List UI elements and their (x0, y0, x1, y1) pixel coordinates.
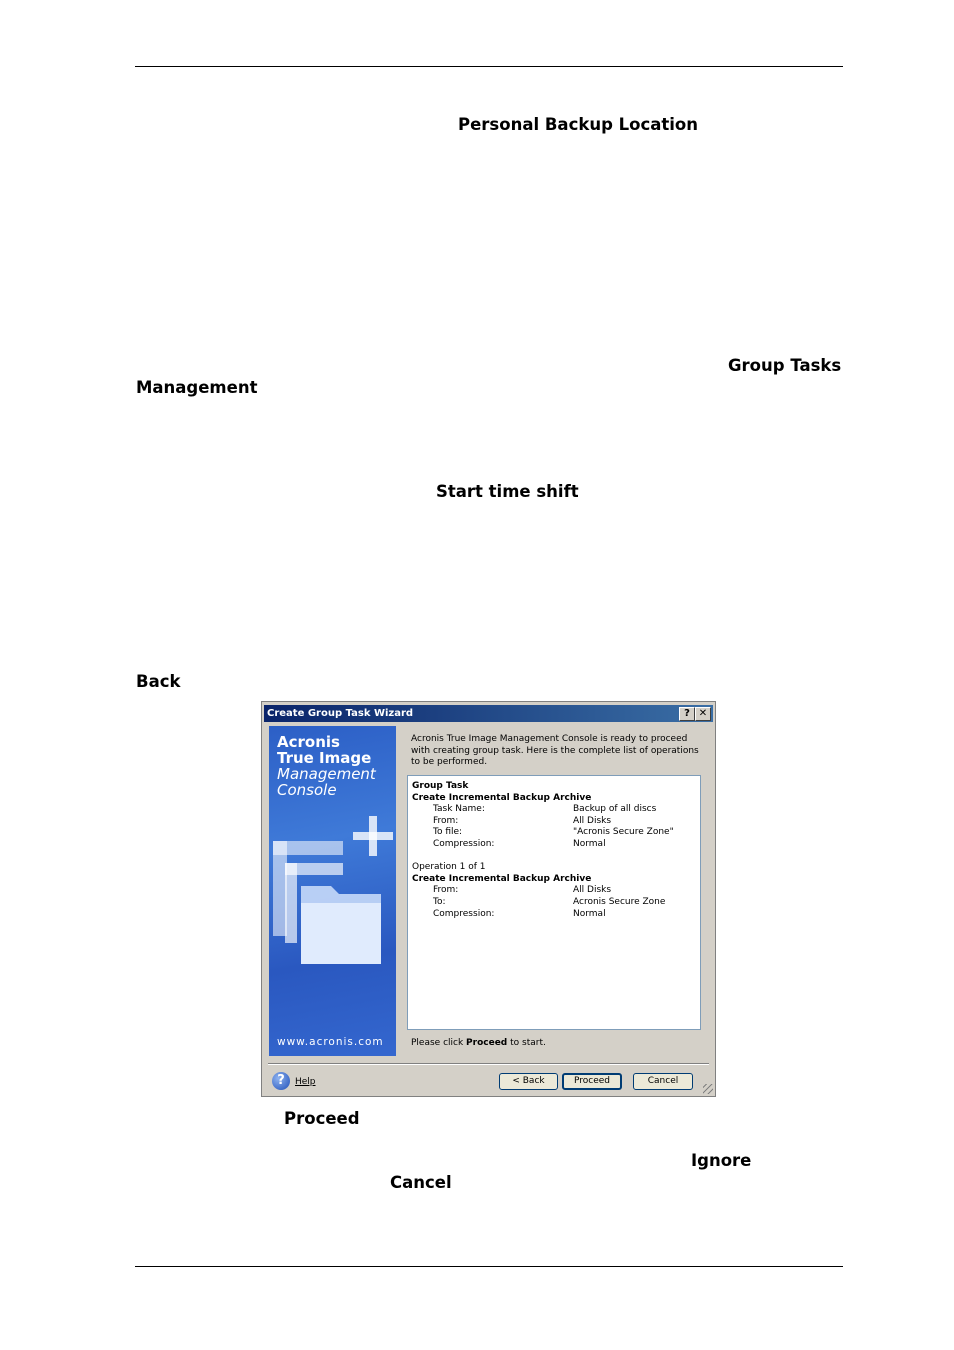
intro-text: Acronis True Image Management Console is ready to proceed with creating group task. Here is the complete list of operations to be performed. (411, 734, 699, 767)
summary-value: Backup of all discs (573, 804, 657, 815)
term-start-time-shift: Start time shift (436, 482, 579, 501)
operation-header: Operation 1 of 1 (412, 862, 486, 873)
summary-key: To: (433, 896, 446, 907)
banner-line-4: Console (277, 781, 337, 799)
operations-summary-list[interactable] (407, 775, 701, 1030)
summary-row (412, 827, 696, 839)
summary-row (412, 816, 696, 828)
group-task-header: Group Task (412, 781, 469, 791)
term-back: Back (136, 672, 181, 691)
term-proceed: Proceed (284, 1109, 360, 1128)
cancel-button[interactable]: Cancel (633, 1073, 693, 1090)
summary-value: All Disks (573, 885, 612, 896)
term-cancel: Cancel (390, 1173, 452, 1192)
banner-line-2: True Image (277, 749, 372, 767)
header-rule (135, 66, 843, 67)
create-group-task-wizard (261, 701, 716, 1097)
summary-key: Task Name: (433, 804, 485, 815)
summary-key: From: (433, 885, 459, 896)
summary-row (412, 909, 696, 921)
summary-row (412, 804, 696, 816)
summary-value: "Acronis Secure Zone" (573, 827, 674, 838)
proceed-button[interactable]: Proceed (562, 1073, 622, 1090)
button-separator (268, 1063, 709, 1065)
acronis-folder-logo-icon (269, 811, 396, 1011)
help-circle-icon[interactable]: ? (272, 1072, 290, 1090)
status-suffix: to start. (507, 1038, 546, 1048)
operation-title: Create Incremental Backup Archive (412, 873, 592, 884)
resize-grip-icon[interactable] (703, 1084, 713, 1094)
summary-key: From: (433, 815, 459, 826)
summary-key: To file: (433, 827, 463, 838)
summary-value: All Disks (573, 815, 612, 826)
summary-value: Normal (573, 838, 606, 849)
summary-row (412, 839, 696, 851)
banner-line-3: Management (277, 765, 376, 783)
banner-url: www.acronis.com (277, 1036, 384, 1048)
dialog-titlebar (264, 705, 713, 722)
summary-row (412, 897, 696, 909)
status-bold: Proceed (466, 1038, 508, 1048)
term-group-tasks: Group Tasks (728, 356, 842, 375)
back-button[interactable]: < Back (499, 1073, 558, 1090)
footer-rule (135, 1266, 843, 1267)
term-personal-backup-location: Personal Backup Location (458, 115, 699, 134)
summary-key: Compression: (433, 838, 495, 849)
title-close-button[interactable]: ✕ (695, 707, 711, 721)
status-text (411, 1038, 546, 1048)
summary-value: Normal (573, 908, 606, 919)
status-prefix: Please click (411, 1038, 467, 1048)
summary-key: Compression: (433, 908, 495, 919)
help-link[interactable]: Help (295, 1077, 316, 1087)
summary-value: Acronis Secure Zone (573, 896, 666, 907)
summary-row (412, 885, 696, 897)
title-help-button[interactable]: ? (679, 707, 695, 721)
summary-spacer (412, 851, 696, 863)
group-operation-title: Create Incremental Backup Archive (412, 792, 592, 803)
term-management: Management (136, 378, 258, 397)
dialog-title: Create Group Task Wizard (267, 708, 414, 719)
acronis-banner (269, 726, 396, 1056)
banner-line-1: Acronis (277, 733, 340, 751)
term-ignore: Ignore (691, 1151, 752, 1170)
